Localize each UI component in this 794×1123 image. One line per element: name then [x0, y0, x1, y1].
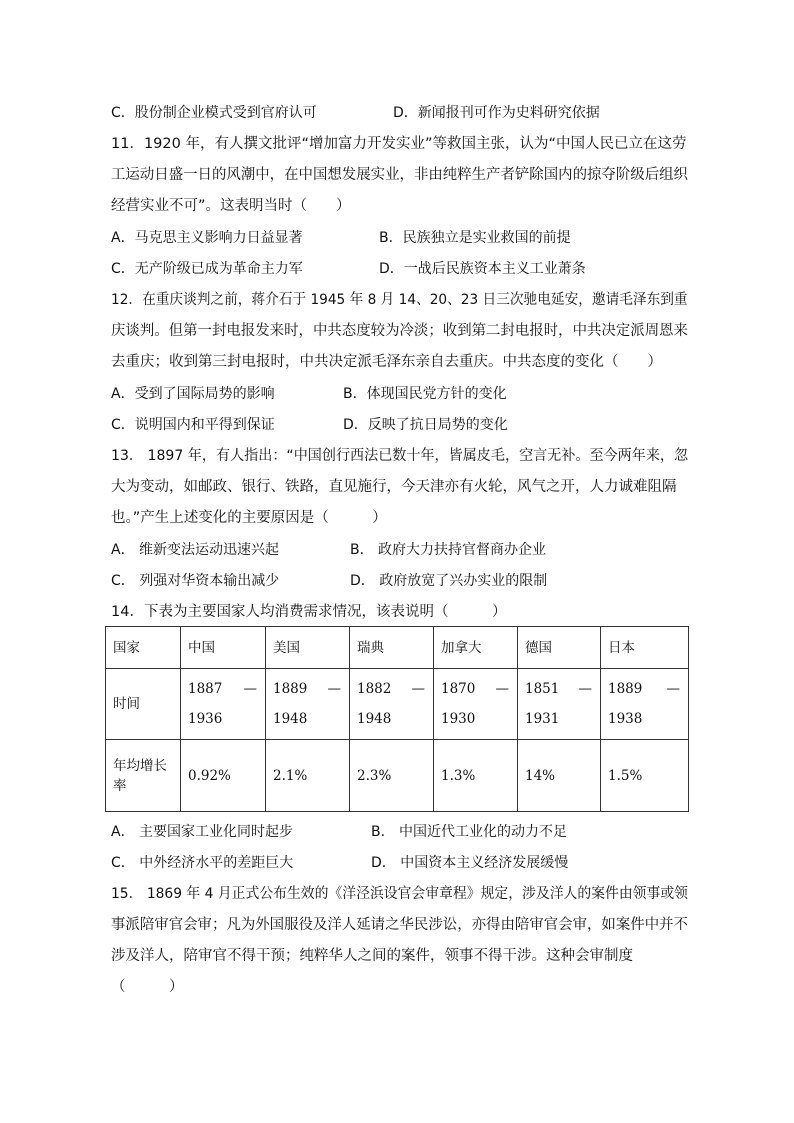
period-cell-sweden: 1882 — 1948	[350, 669, 434, 740]
q14-option-c: C． 中外经济水平的差距巨大	[111, 855, 294, 871]
period-cell-usa: 1889 — 1948	[266, 669, 350, 740]
q13-stem-line-1: 13． 1897 年，有人指出：“中国创行西法已数十年，皆属皮毛，空言无补。至今两年来，忽	[111, 448, 689, 464]
period-cell-germany: 1851 — 1931	[518, 669, 601, 740]
q11-option-c: C．无产阶级已成为革命主力军	[111, 261, 303, 277]
q13-option-d: D． 政府放宽了兴办实业的限制	[350, 573, 548, 589]
table-period-row	[106, 669, 689, 740]
consumption-table	[105, 626, 689, 812]
table-header-row	[106, 627, 689, 669]
q12-option-a: A．受到了国际局势的影响	[111, 386, 275, 402]
q12-stem-line-3: 去重庆；收到第三封电报时，中共决定派毛泽东亲自去重庆。中共态度的变化（ ）	[111, 354, 662, 370]
q15-stem-line-3: 涉及洋人，陪审官不得干预；纯粹华人之间的案件，领事不得干涉。这种会审制度	[111, 948, 633, 964]
q13-stem-line-2: 大为变动，如邮政、银行、铁路，直见施行，今天津亦有火轮，风气之开，人力诚难阻隔	[111, 479, 677, 495]
q11-option-d: D．一战后民族资本主义工业萧条	[379, 261, 586, 277]
q10-option-d: D．新闻报刊可作为史料研究依据	[393, 105, 600, 121]
q13-option-a: A． 维新变法运动迅速兴起	[111, 542, 280, 558]
q13-option-b: B． 政府大力扶持官督商办企业	[350, 542, 547, 558]
q12-option-b: B．体现国民党方针的变化	[343, 386, 507, 402]
q14-option-b: B． 中国近代工业化的动力不足	[371, 824, 568, 840]
rate-label: 年均增长 率	[106, 740, 181, 812]
q11-option-b: B．民族独立是实业救国的前提	[379, 230, 571, 246]
q12-stem-line-2: 庆谈判。但第一封电报发来时，中共态度较为冷淡；收到第二封电报时，中共决定派周恩来	[111, 323, 688, 339]
q12-stem-line-1: 12．在重庆谈判之前，蒋介石于 1945 年 8 月 14、20、23 日三次驰电延安，邀请毛泽东到重	[111, 292, 688, 308]
q11-stem-line-1: 11．1920 年，有人撰文批评“增加富力开发实业”等救国主张，认为“中国人民已立在这劳	[111, 136, 687, 152]
header-sweden: 瑞典	[350, 627, 434, 669]
table-rate-row	[106, 740, 689, 812]
q14-stem: 14．下表为主要国家人均消费需求情况，该表说明（ ）	[111, 604, 507, 620]
period-cell-japan: 1889 — 1938	[601, 669, 689, 740]
q11-option-a: A．马克思主义影响力日益显著	[111, 230, 303, 246]
rate-canada: 1.3%	[434, 740, 518, 812]
period-cell-china: 1887 — 1936	[181, 669, 266, 740]
header-canada: 加拿大	[434, 627, 518, 669]
q12-option-c: C．说明国内和平得到保证	[111, 417, 275, 433]
q12-option-d: D．反映了抗日局势的变化	[343, 417, 508, 433]
rate-usa: 2.1%	[266, 740, 350, 812]
rate-germany: 14%	[518, 740, 601, 812]
q14-option-d: D． 中国资本主义经济发展缓慢	[371, 855, 569, 871]
period-cell-canada: 1870 — 1930	[434, 669, 518, 740]
header-country: 国家	[106, 627, 181, 669]
rate-china: 0.92%	[181, 740, 266, 812]
q13-option-c: C． 列强对华资本输出减少	[111, 573, 280, 589]
q15-stem-line-4: （ ）	[111, 979, 184, 995]
header-japan: 日本	[601, 627, 689, 669]
q10-option-c: C．股份制企业模式受到官府认可	[111, 105, 317, 121]
period-label: 时间	[106, 669, 181, 740]
rate-sweden: 2.3%	[350, 740, 434, 812]
q15-stem-line-2: 事派陪审官会审；凡为外国服役及洋人延请之华民涉讼，亦得由陪审官会审，如案件中并不	[111, 917, 688, 933]
header-usa: 美国	[266, 627, 350, 669]
q11-stem-line-3: 经营实业不可”。这表明当时（ ）	[111, 198, 351, 214]
header-china: 中国	[181, 627, 266, 669]
rate-japan: 1.5%	[601, 740, 689, 812]
q15-stem-line-1: 15． 1869 年 4 月正式公布生效的《洋泾浜设官会审章程》规定，涉及洋人的案件由领事或领	[111, 886, 689, 902]
q14-option-a: A． 主要国家工业化同时起步	[111, 824, 294, 840]
q13-stem-line-3: 也。”产生上述变化的主要原因是（ ）	[111, 510, 387, 526]
header-germany: 德国	[518, 627, 601, 669]
q11-stem-line-2: 工运动日盛一日的风潮中，在中国想发展实业，非由纯粹生产者铲除国内的掠夺阶级后组织	[111, 167, 688, 183]
